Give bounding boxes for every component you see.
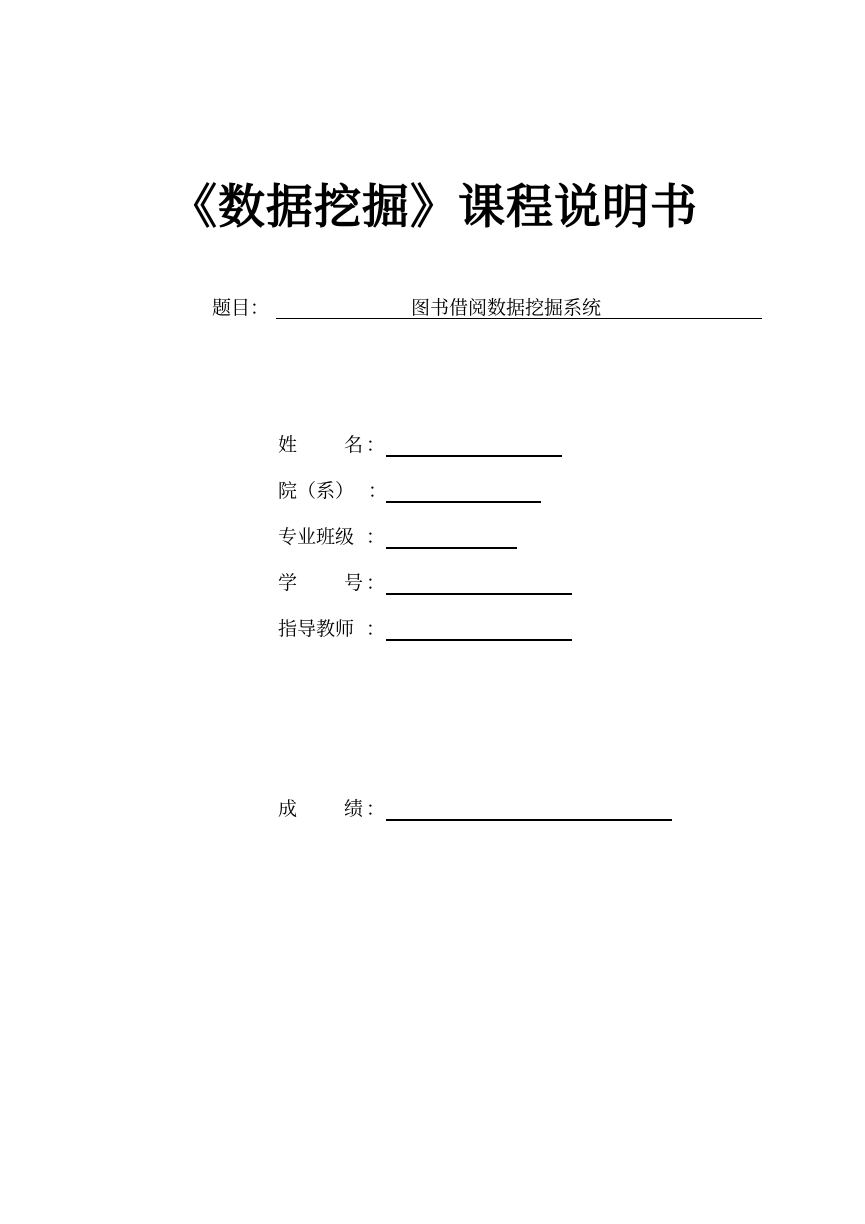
advisor-colon: ： [366, 618, 386, 640]
class-underline [386, 547, 517, 549]
department-underline [386, 501, 541, 503]
topic-value: 图书借阅数据挖掘系统 [411, 297, 602, 319]
student-id-label-char2: 号 [344, 572, 364, 594]
name-label-char1: 姓 [278, 434, 298, 456]
advisor-underline [386, 639, 572, 641]
topic-label: 题目： [212, 297, 270, 319]
student-id-label-char1: 学 [278, 572, 298, 594]
class-label: 专业班级 [278, 526, 355, 548]
advisor-label: 指导教师 [278, 618, 355, 640]
student-id-underline [386, 593, 572, 595]
grade-label-char2: 绩 [344, 798, 364, 820]
name-underline [386, 455, 562, 457]
student-id-colon: ： [366, 572, 386, 594]
topic-row [212, 294, 772, 324]
grade-underline [386, 819, 672, 821]
department-colon: ： [368, 480, 388, 502]
grade-colon: ： [366, 798, 386, 820]
class-colon: ： [366, 526, 386, 548]
page-title: 《数据挖掘》课程说明书 [170, 180, 698, 235]
name-colon: ： [366, 434, 386, 456]
name-label-char2: 名 [344, 434, 364, 456]
department-label: 院（系） [278, 480, 355, 502]
grade-label-char1: 成 [278, 798, 298, 820]
